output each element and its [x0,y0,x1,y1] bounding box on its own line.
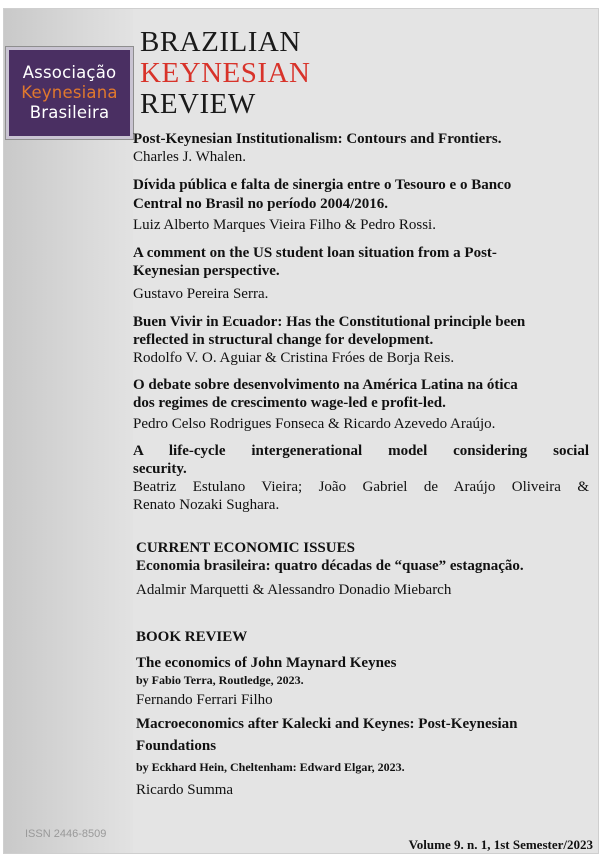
journal-title-line-1: BRAZILIAN [140,26,301,58]
book-review-section [133,628,589,799]
article-title [133,442,589,478]
article-4 [133,313,589,368]
book-title [136,715,589,754]
logo-line-3: Brasileira [29,103,110,122]
article-authors: Gustavo Pereira Serra. [133,286,269,303]
article-authors-line: Beatriz Estulano Vieira; João Gabriel de Araújo Oliveira & [133,479,589,496]
article-authors: Luiz Alberto Marques Vieira Filho & Pedro Rossi. [133,216,436,233]
book-review-item-1 [136,654,589,709]
article-title-line: A comment on the US student loan situation from a Post- [133,245,497,262]
article-title-line: A life-cycle intergenerational model considering social [133,442,589,459]
book-title: The economics of John Maynard Keynes [136,655,397,672]
current-issues-section [133,539,589,599]
book-source: by Fabio Terra, Routledge, 2023. [136,673,304,688]
article-2 [133,176,589,234]
article-title [133,376,589,412]
article-authors: Pedro Celso Rodrigues Fonseca & Ricardo Azevedo Araújo. [133,415,496,432]
book-source: by Eckhard Hein, Cheltenham: Edward Elgar, 2023. [136,759,405,774]
article-authors: Rodolfo V. O. Aguiar & Cristina Fróes de Borja Reis. [133,350,455,367]
article-title-line: Keynesian perspective. [133,263,280,280]
journal-title [140,27,310,120]
association-logo [6,47,133,139]
article-5 [133,376,589,433]
article-authors: Adalmir Marquetti & Alessandro Donadio Miebarch [136,581,452,598]
article-title: Economia brasileira: quatro décadas de “quase” estagnação. [136,557,524,574]
article-title-line: Central no Brasil no período 2004/2016. [133,195,389,212]
logo-line-2: Keynesiana [21,83,118,102]
article-title-line: reflected in structural change for development. [133,331,434,348]
journal-title-line-3: REVIEW [140,88,256,120]
article-6 [133,442,589,515]
book-title-line: Foundations [136,737,217,754]
article-authors-line: Renato Nozaki Sughara. [133,497,280,514]
article-3 [133,244,589,304]
article-title-line: security. [133,461,187,478]
article-title-line: Buen Vivir in Ecuador: Has the Constitutional principle been [133,313,526,330]
book-review-item-2 [136,715,589,799]
book-reviewer: Fernando Ferrari Filho [136,692,273,709]
article-title [133,313,589,349]
article-title-line: Dívida pública e falta de sinergia entre o Tesouro e o Banco [133,177,512,194]
article-title-line: O debate sobre desenvolvimento na América Latina na ótica [133,377,518,394]
issn: ISSN 2446-8509 [25,828,107,840]
section-heading: CURRENT ECONOMIC ISSUES [136,539,355,556]
article-title [133,244,589,280]
article-title [133,176,589,212]
article-title-line: dos regimes de crescimento wage-led e profit-led. [133,395,446,412]
article-authors [133,478,589,514]
article-authors: Charles J. Whalen. [133,149,247,166]
volume-info: Volume 9. n. 1, 1st Semester/2023 [408,837,593,852]
book-title-line: Macroeconomics after Kalecki and Keynes: Post-Keynesian [136,716,518,733]
section-heading: BOOK REVIEW [136,629,248,646]
book-reviewer: Ricardo Summa [136,781,234,798]
journal-title-line-2: KEYNESIAN [140,57,311,89]
article-1 [133,130,589,166]
article-title: Post-Keynesian Institutionalism: Contours and Frontiers. [133,131,502,147]
logo-line-1: Associação [22,63,117,82]
table-of-contents [133,130,589,799]
